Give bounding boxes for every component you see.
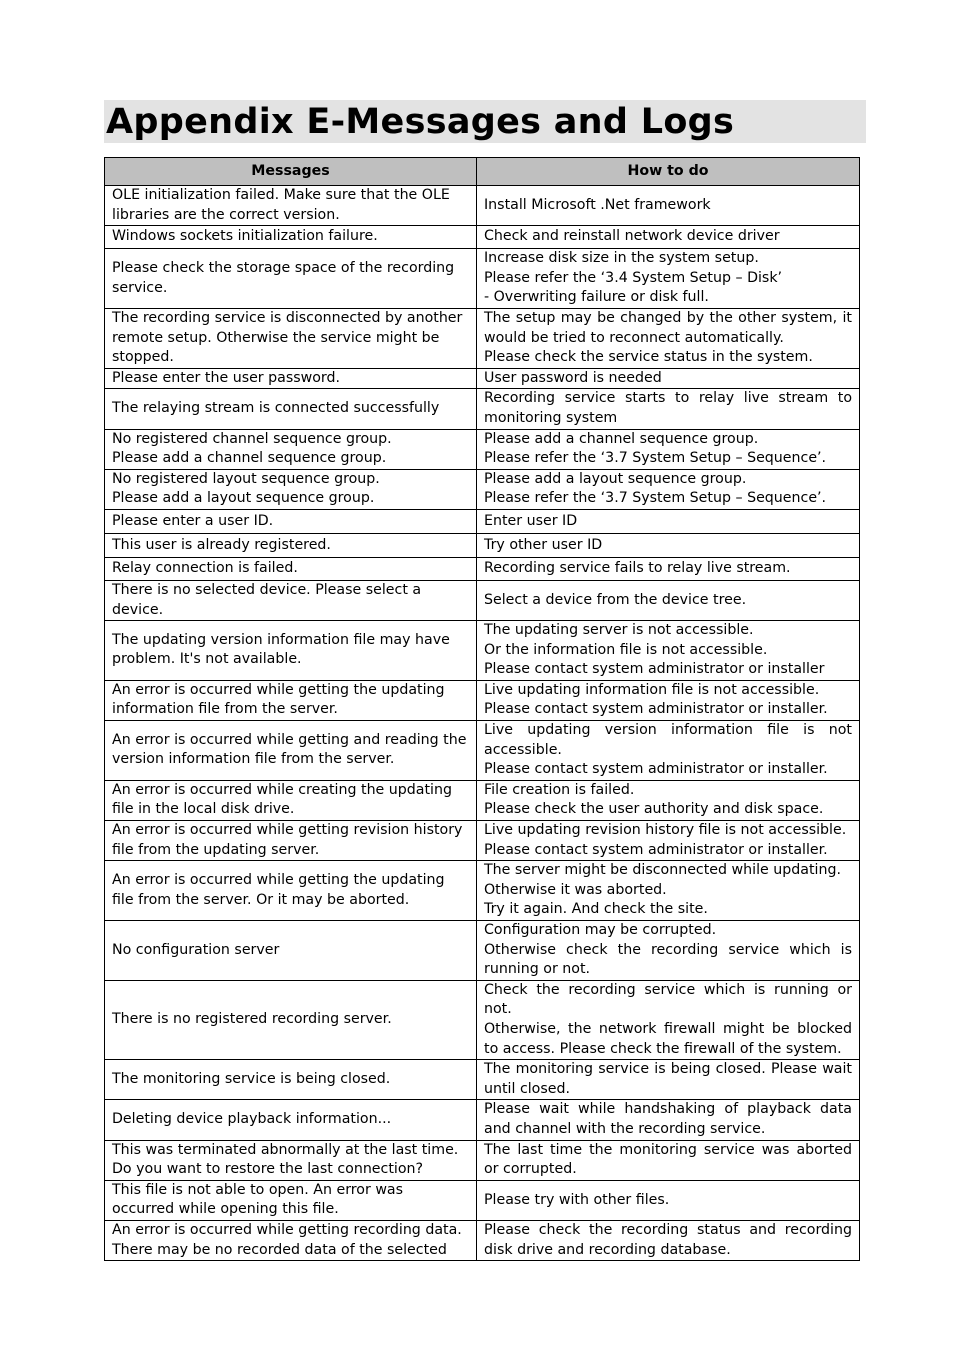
how-to-do-cell: The monitoring service is being closed. Please wait until closed.: [477, 1060, 860, 1100]
header-how-to-do: How to do: [477, 158, 860, 186]
table-row: [105, 1180, 860, 1220]
header-messages: Messages: [105, 158, 477, 186]
table-row: [105, 1100, 860, 1140]
table-row: [105, 368, 860, 389]
table-row: [105, 721, 860, 781]
message-cell: There is no registered recording server.: [105, 980, 477, 1059]
table-row: [105, 861, 860, 921]
message-cell: The monitoring service is being closed.: [105, 1060, 477, 1100]
message-cell: Please check the storage space of the recording service.: [105, 249, 477, 309]
how-to-do-cell: The updating server is not accessible. Or the information file is not accessible. Please contact system administrator or installer: [477, 621, 860, 681]
table-row: [105, 1060, 860, 1100]
table-row: [105, 509, 860, 533]
how-to-do-cell: The setup may be changed by the other system, it would be tried to reconnect automatically. Please check the service status in the system.: [477, 308, 860, 368]
how-to-do-cell: The server might be disconnected while updating. Otherwise it was aborted. Try it again. And check the site.: [477, 861, 860, 921]
message-cell: An error is occurred while creating the updating file in the local disk drive.: [105, 780, 477, 820]
message-cell: An error is occurred while getting and reading the version information file from the server.: [105, 721, 477, 781]
how-to-do-cell: Select a device from the device tree.: [477, 580, 860, 620]
how-to-do-cell: Increase disk size in the system setup. Please refer the ‘3.4 System Setup – Disk’ - Overwriting failure or disk full.: [477, 249, 860, 309]
table-row: [105, 1140, 860, 1180]
how-to-do-cell: Recording service fails to relay live stream.: [477, 557, 860, 580]
table-row: [105, 226, 860, 249]
how-to-do-cell: Please try with other files.: [477, 1180, 860, 1220]
message-cell: OLE initialization failed. Make sure that the OLE libraries are the correct version.: [105, 186, 477, 226]
how-to-do-cell: The last time the monitoring service was aborted or corrupted.: [477, 1140, 860, 1180]
how-to-do-cell: Please wait while handshaking of playback data and channel with the recording service.: [477, 1100, 860, 1140]
how-to-do-cell: User password is needed: [477, 368, 860, 389]
table-row: [105, 469, 860, 509]
how-to-do-cell: File creation is failed. Please check the user authority and disk space.: [477, 780, 860, 820]
message-cell: No registered channel sequence group. Please add a channel sequence group.: [105, 429, 477, 469]
message-cell: This user is already registered.: [105, 533, 477, 557]
table-row: [105, 429, 860, 469]
how-to-do-cell: Configuration may be corrupted. Otherwise check the recording service which is running or not.: [477, 921, 860, 981]
table-row: [105, 308, 860, 368]
how-to-do-cell: Install Microsoft .Net framework: [477, 186, 860, 226]
how-to-do-cell: Please add a channel sequence group. Please refer the ‘3.7 System Setup – Sequence’.: [477, 429, 860, 469]
message-cell: An error is occurred while getting the updating information file from the server.: [105, 680, 477, 720]
table-row: [105, 621, 860, 681]
message-cell: This was terminated abnormally at the last time. Do you want to restore the last connection?: [105, 1140, 477, 1180]
page-title: Appendix E-Messages and Logs: [106, 102, 735, 142]
table-row: [105, 780, 860, 820]
message-cell: An error is occurred while getting recording data. There may be no recorded data of the selected: [105, 1220, 477, 1260]
message-cell: The updating version information file may have problem. It's not available.: [105, 621, 477, 681]
how-to-do-cell: Check and reinstall network device driver: [477, 226, 860, 249]
table-row: [105, 186, 860, 226]
table-row: [105, 821, 860, 861]
table-row: [105, 580, 860, 620]
how-to-do-cell: Live updating revision history file is not accessible. Please contact system administrator or installer.: [477, 821, 860, 861]
how-to-do-cell: Try other user ID: [477, 533, 860, 557]
table-row: [105, 980, 860, 1059]
message-cell: The relaying stream is connected successfully: [105, 389, 477, 429]
messages-table: [104, 157, 860, 1261]
message-cell: There is no selected device. Please select a device.: [105, 580, 477, 620]
table-row: [105, 533, 860, 557]
table-row: [105, 557, 860, 580]
how-to-do-cell: Please check the recording status and recording disk drive and recording database.: [477, 1220, 860, 1260]
message-cell: An error is occurred while getting the updating file from the server. Or it may be aborted.: [105, 861, 477, 921]
table-row: [105, 1220, 860, 1260]
message-cell: This file is not able to open. An error was occurred while opening this file.: [105, 1180, 477, 1220]
how-to-do-cell: Check the recording service which is running or not. Otherwise, the network firewall might be blocked to access. Please check the firewall of the system.: [477, 980, 860, 1059]
message-cell: Relay connection is failed.: [105, 557, 477, 580]
how-to-do-cell: Enter user ID: [477, 509, 860, 533]
table-row: [105, 249, 860, 309]
message-cell: Windows sockets initialization failure.: [105, 226, 477, 249]
table-row: [105, 389, 860, 429]
how-to-do-cell: Live updating version information file is not accessible. Please contact system administrator or installer.: [477, 721, 860, 781]
message-cell: Please enter a user ID.: [105, 509, 477, 533]
message-cell: No configuration server: [105, 921, 477, 981]
how-to-do-cell: Recording service starts to relay live stream to monitoring system: [477, 389, 860, 429]
how-to-do-cell: Live updating information file is not accessible. Please contact system administrator or installer.: [477, 680, 860, 720]
table-header-row: [105, 158, 860, 186]
how-to-do-cell: Please add a layout sequence group. Please refer the ‘3.7 System Setup – Sequence’.: [477, 469, 860, 509]
message-cell: Please enter the user password.: [105, 368, 477, 389]
message-cell: Deleting device playback information...: [105, 1100, 477, 1140]
message-cell: The recording service is disconnected by another remote setup. Otherwise the service might be stopped.: [105, 308, 477, 368]
message-cell: An error is occurred while getting revision history file from the updating server.: [105, 821, 477, 861]
message-cell: No registered layout sequence group. Please add a layout sequence group.: [105, 469, 477, 509]
table-row: [105, 680, 860, 720]
table-row: [105, 921, 860, 981]
